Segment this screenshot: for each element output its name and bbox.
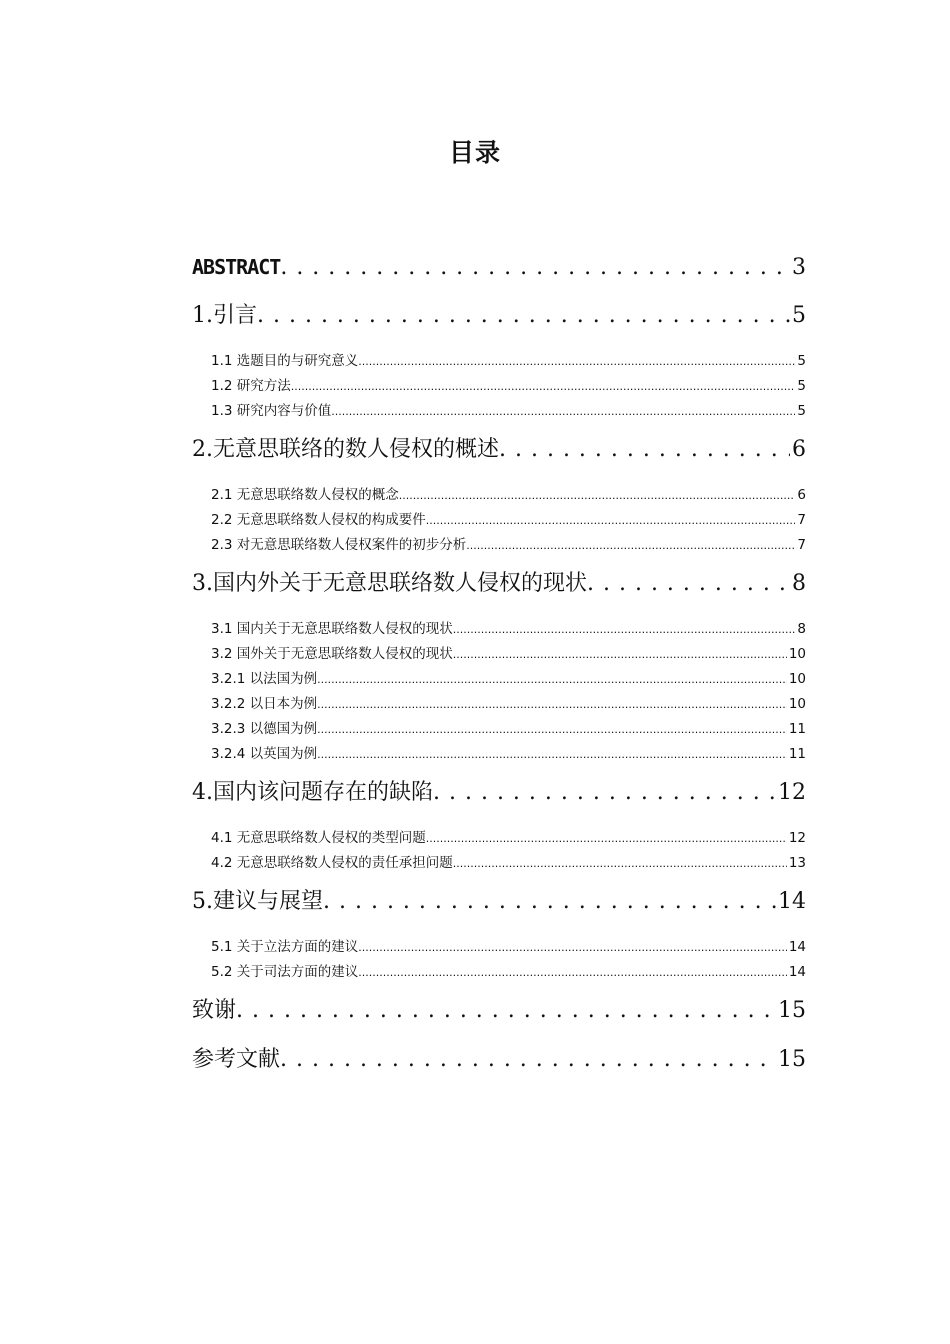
toc-entry-title: 3.2.3 以德国为例 — [211, 721, 318, 737]
toc-entry-thanks[interactable] — [192, 996, 806, 1026]
toc-entry-title: 1.2 研究方法 — [211, 378, 291, 394]
toc-page-number: 5 — [797, 353, 806, 369]
toc-page-number: 13 — [788, 855, 806, 871]
toc-entry-title: 1.引言 — [192, 303, 257, 328]
toc-entry-title: 2.2 无意思联络数人侵权的构成要件 — [211, 512, 426, 528]
toc-entry-s4-2[interactable] — [192, 852, 806, 874]
toc-entry-title: 4.1 无意思联络数人侵权的类型问题 — [211, 830, 426, 846]
toc-entry-s4-1[interactable] — [192, 827, 806, 849]
toc-leader-dots — [426, 509, 796, 532]
toc-entry-title: 3.2.1 以法国为例 — [211, 671, 318, 687]
toc-page-number: 8 — [792, 571, 806, 596]
toc-entry-title: 3.2.2 以日本为例 — [211, 696, 318, 712]
toc-page-number: 5 — [792, 303, 806, 328]
toc-entry-title: 参考文献 — [192, 1047, 281, 1072]
toc-page-number: 5 — [797, 378, 806, 394]
toc-entry-title: ABSTRACT — [192, 255, 281, 279]
toc-page-number: 14 — [788, 939, 806, 955]
toc-entry-s2-2[interactable] — [192, 509, 806, 531]
toc-entry-s1-3[interactable] — [192, 400, 806, 422]
page-title: 目录 — [448, 138, 501, 167]
toc-page-number: 14 — [788, 964, 806, 980]
toc-entry-title: 2.3 对无意思联络数人侵权案件的初步分析 — [211, 537, 467, 553]
toc-page-number: 15 — [778, 1047, 806, 1072]
toc-entry-abstract[interactable] — [192, 252, 806, 282]
toc-entry-title: 4.2 无意思联络数人侵权的责任承担问题 — [211, 855, 453, 871]
toc-entry-title: 1.3 研究内容与价值 — [211, 403, 332, 419]
toc-page-number: 3 — [792, 255, 806, 280]
toc-page-number: 11 — [788, 721, 806, 737]
toc-entry-title: 3.1 国内关于无意思联络数人侵权的现状 — [211, 621, 453, 637]
toc-entry-ch3[interactable] — [192, 569, 806, 599]
toc-entry-title: 致谢 — [192, 998, 237, 1023]
toc-entry-ch5[interactable] — [192, 887, 806, 917]
toc-leader-dots — [280, 253, 790, 283]
toc-entry-s3-2[interactable] — [192, 643, 806, 665]
toc-leader-dots — [587, 569, 790, 599]
toc-entry-title: 5.1 关于立法方面的建议 — [211, 939, 359, 955]
toc-page-number: 12 — [788, 830, 806, 846]
toc-leader-dots — [426, 827, 787, 850]
toc-leader-dots — [317, 743, 787, 766]
toc-page-number: 6 — [797, 487, 806, 503]
toc-leader-dots — [236, 996, 776, 1026]
toc-page-number: 5 — [797, 403, 806, 419]
toc-leader-dots — [317, 668, 787, 691]
toc-leader-dots — [331, 400, 795, 423]
toc-page-number: 7 — [797, 512, 806, 528]
toc-entry-s3-2-4[interactable] — [192, 743, 806, 765]
toc-leader-dots — [317, 693, 787, 716]
toc-page-number: 7 — [797, 537, 806, 553]
toc-entry-title: 3.2 国外关于无意思联络数人侵权的现状 — [211, 646, 453, 662]
table-of-contents — [192, 252, 806, 1094]
toc-entry-title: 4.国内该问题存在的缺陷 — [192, 780, 433, 805]
toc-leader-dots — [323, 887, 776, 917]
toc-entry-title: 2.无意思联络的数人侵权的概述 — [192, 437, 499, 462]
toc-entry-s3-2-1[interactable] — [192, 668, 806, 690]
toc-entry-s2-1[interactable] — [192, 484, 806, 506]
toc-leader-dots — [466, 534, 795, 557]
toc-entry-ch1[interactable] — [192, 301, 806, 331]
toc-leader-dots — [358, 936, 787, 959]
toc-entry-title: 1.1 选题目的与研究意义 — [211, 353, 359, 369]
toc-leader-dots — [358, 350, 795, 373]
toc-page-number: 11 — [788, 746, 806, 762]
toc-entry-title: 2.1 无意思联络数人侵权的概念 — [211, 487, 399, 503]
toc-leader-dots — [291, 375, 796, 398]
toc-page-number: 6 — [792, 437, 806, 462]
toc-leader-dots — [358, 961, 787, 984]
toc-entry-ch4[interactable] — [192, 778, 806, 808]
toc-leader-dots — [257, 301, 790, 331]
toc-leader-dots — [453, 618, 796, 641]
toc-entry-title: 5.2 关于司法方面的建议 — [211, 964, 359, 980]
toc-entry-title: 3.国内外关于无意思联络数人侵权的现状 — [192, 571, 587, 596]
toc-entry-s2-3[interactable] — [192, 534, 806, 556]
toc-entry-s5-1[interactable] — [192, 936, 806, 958]
toc-entry-title: 5.建议与展望 — [192, 889, 323, 914]
toc-entry-references[interactable] — [192, 1045, 806, 1075]
toc-entry-s3-2-3[interactable] — [192, 718, 806, 740]
toc-page-number: 8 — [797, 621, 806, 637]
toc-entry-s1-1[interactable] — [192, 350, 806, 372]
toc-page-number: 15 — [778, 998, 806, 1023]
toc-page-number: 14 — [778, 889, 806, 914]
toc-entry-ch2[interactable] — [192, 435, 806, 465]
toc-leader-dots — [280, 1045, 776, 1075]
toc-page-number: 10 — [788, 671, 806, 687]
toc-entry-s1-2[interactable] — [192, 375, 806, 397]
toc-entry-title: 3.2.4 以英国为例 — [211, 746, 318, 762]
toc-entry-s5-2[interactable] — [192, 961, 806, 983]
toc-leader-dots — [499, 435, 790, 465]
toc-leader-dots — [453, 852, 787, 875]
toc-leader-dots — [317, 718, 787, 741]
toc-leader-dots — [433, 778, 776, 808]
toc-entry-s3-1[interactable] — [192, 618, 806, 640]
toc-leader-dots — [399, 484, 796, 507]
toc-page-number: 10 — [788, 696, 806, 712]
toc-leader-dots — [453, 643, 787, 666]
toc-page-number: 12 — [778, 780, 806, 805]
toc-page-number: 10 — [788, 646, 806, 662]
toc-entry-s3-2-2[interactable] — [192, 693, 806, 715]
